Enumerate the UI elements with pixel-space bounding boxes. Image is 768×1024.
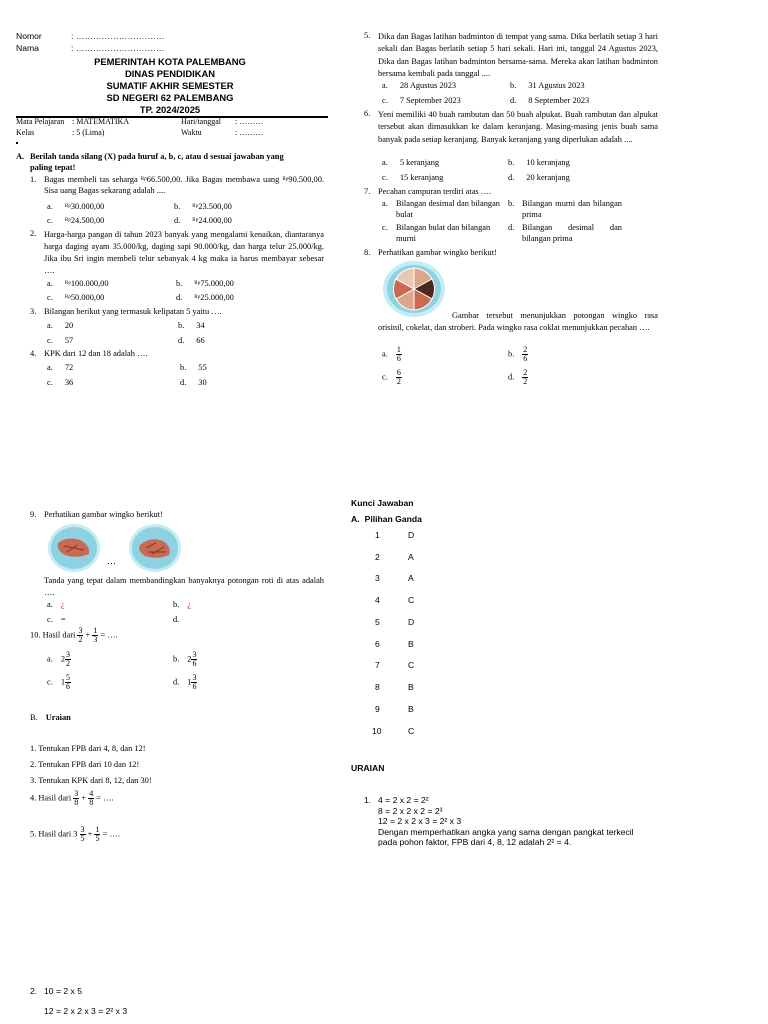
q1-options bbox=[47, 202, 317, 228]
wingko-right-image bbox=[128, 523, 182, 573]
option-b[interactable]: b. 55 bbox=[180, 363, 207, 372]
answer-key-title: Kunci Jawaban bbox=[351, 498, 414, 508]
question-number: 10. bbox=[30, 630, 41, 640]
option-c[interactable]: c. $\frac{6}{2}$ bbox=[382, 368, 401, 387]
option-b[interactable]: b. 2 $\frac{3}{6}$ bbox=[173, 650, 197, 669]
question-number: 9. bbox=[30, 510, 37, 519]
option-d[interactable]: d. ᴿᵖ25.000,00 bbox=[176, 293, 234, 302]
option-a[interactable]: a. ¿ bbox=[47, 600, 65, 609]
uraian-question-4: 4. Hasil dari $\frac{3}{8}$ + $\frac{4}{8}$ = …. bbox=[30, 789, 114, 808]
q9-options bbox=[47, 600, 317, 628]
question-number: 3. bbox=[30, 307, 37, 316]
option-d[interactable]: d. 66 bbox=[178, 336, 205, 345]
answer-key-table: 1 D 2 A 3 A 4 C 5 D 6 B 7 C 8 B 9 B 10 C bbox=[372, 530, 415, 736]
q8-description: Gambar tersebut menunjukkan potongan wingko rasa orisinil, cokelat, dan stroberi. Pada wingko rasa coklat menunjukkan pecahan …. bbox=[378, 311, 658, 333]
option-d[interactable]: d. 8 September 2023 bbox=[510, 96, 590, 105]
bullet-mark bbox=[16, 142, 18, 144]
option-a[interactable]: a. ᴿᵖ30.000,00 bbox=[47, 202, 105, 211]
question-text: Pecahan campuran terdiri atas …. bbox=[378, 187, 492, 196]
uraian-answer-title: URAIAN bbox=[351, 763, 385, 773]
option-d[interactable]: d. $\frac{2}{2}$ bbox=[508, 368, 528, 387]
option-d[interactable]: d. 30 bbox=[180, 378, 207, 387]
option-c[interactable]: c. ᴿᵖ50.000,00 bbox=[47, 293, 105, 302]
heading-line-3: SUMATIF AKHIR SEMESTER bbox=[106, 80, 234, 91]
section-b-heading bbox=[30, 713, 71, 724]
option-a[interactable]: a. 5 keranjang bbox=[382, 158, 440, 167]
question-text: Yeni memiliki 40 buah rambutan dan 50 buah alpukat. Buah rambutan dan alpukat tersebut akan dimasukkan ke dalam keranjang. Masing-masing jenis buah sama banyak pada setiap keranjang. Banyak keranjang yang diperlukan adalah .... bbox=[378, 110, 658, 144]
nama-field: : …………………………. bbox=[71, 43, 165, 53]
q6-options bbox=[382, 158, 662, 186]
option-a[interactable]: a. 2 $\frac{3}{2}$ bbox=[47, 650, 70, 669]
q2-options bbox=[47, 279, 317, 305]
question-number: 5. bbox=[364, 31, 371, 40]
option-a[interactable]: a. 28 Agustus 2023 bbox=[382, 81, 457, 90]
wingko-left-image bbox=[47, 523, 101, 573]
option-c[interactable]: c. ᴿᵖ24.500,00 bbox=[47, 216, 105, 225]
compare-dots: … bbox=[107, 556, 116, 566]
fraction: $\frac{1}{3}$ bbox=[93, 626, 98, 645]
option-a[interactable]: a. 72 bbox=[47, 363, 74, 372]
option-c[interactable]: c. 36 bbox=[47, 378, 74, 387]
q3-options bbox=[47, 321, 317, 347]
option-d[interactable]: d. bbox=[173, 615, 180, 624]
question-10: 10. Hasil dari $\frac{3}{2}$ + $\frac{1}{3}$ = …. bbox=[30, 626, 118, 645]
option-b[interactable]: b. 34 bbox=[178, 321, 205, 330]
uraian-question-1: 1. Tentukan FPB dari 4, 8, dan 12! bbox=[30, 744, 146, 753]
option-c[interactable]: c. 57 bbox=[47, 336, 74, 345]
q4-options bbox=[47, 363, 317, 389]
option-b[interactable]: b. ᴿᵖ75.000,00 bbox=[176, 279, 234, 288]
question-text: Harga-harga pangan di tahun 2023 banyak yang mengalami kenaikan, diantaranya harga daging ayam 35.000/kg, daging sapi 90.000/kg, dan harga telur 25.000/kg. Jika ibu Sri ingin membeli telur sebanyak 4 kg maka ia harus membayar sebesar …. bbox=[44, 230, 324, 275]
uraian-question-3: 3. Tentukan KPK dari 8, 12, dan 30! bbox=[30, 776, 152, 785]
answer-key-subtitle: A. Pilihan Ganda bbox=[351, 514, 422, 524]
question-number: 2. bbox=[30, 229, 37, 238]
q7-options: a. Bilangan desimal dan bilangan bulat b. Bilangan murni dan bilangan prima c. Bilangan bulat dan bilangan murni d. Bilangan desimal dan bilangan prima bbox=[382, 199, 622, 243]
waktu-value: : ……… bbox=[235, 128, 264, 137]
fraction: $\frac{3}{2}$ bbox=[78, 626, 83, 645]
hari-value: : ……… bbox=[235, 117, 264, 126]
question-text: Perhatikan gambar wingko berikut! bbox=[44, 510, 163, 519]
option-b[interactable]: b. 10 keranjang bbox=[508, 158, 570, 167]
hari-label: Hari/tanggal bbox=[181, 117, 221, 126]
kelas-label: Kelas bbox=[16, 128, 35, 137]
question-number: 8. bbox=[364, 248, 371, 257]
section-a-letter: A. bbox=[16, 152, 25, 161]
nomor-field: : …………………………. bbox=[71, 31, 165, 41]
section-b-letter: B. bbox=[30, 713, 38, 722]
heading-line-5: TP. 2024/2025 bbox=[139, 104, 201, 115]
question-number: 4. bbox=[30, 349, 37, 358]
option-b[interactable]: b. 31 Agustus 2023 bbox=[510, 81, 585, 90]
question-number: 7. bbox=[364, 187, 371, 196]
option-c[interactable]: c. 1 $\frac{5}{6}$ bbox=[47, 673, 70, 692]
option-d[interactable]: d. 1 $\frac{3}{6}$ bbox=[173, 673, 197, 692]
option-a[interactable]: a. 20 bbox=[47, 321, 74, 330]
question-text: Perhatikan gambar wingko berikut! bbox=[378, 248, 497, 257]
q9-description: Tanda yang tepat dalam membandingkan banyaknya potongan roti di atas adalah …. bbox=[44, 576, 324, 598]
question-text: Bagas membeli tas seharga ᴿᵖ66.500,00. Jika Bagas membawa uang ᴿᵖ90.500,00. Sisa uang Bagas sekarang adalah .... bbox=[44, 175, 324, 195]
school-heading bbox=[30, 56, 310, 116]
option-a[interactable]: a. $\frac{1}{6}$ bbox=[382, 345, 401, 364]
question-text: Dika dan Bagas latihan badminton di tempat yang sama. Dika berlatih setiap 3 hari sekali dan Bagas berlatih setiap 5 hari sekali. Hari ini, tanggal 24 Agustus 2023, Dika dan Bagas latihan badminton bersama-sama. Mereka akan latihan badminton bersama kembali pada tanggal .... bbox=[378, 32, 658, 78]
uraian-question-5: 5. Hasil dari 3 $\frac{3}{5}$ + $\frac{1}{5}$ = …. bbox=[30, 825, 120, 844]
uraian-question-2: 2. Tentukan FPB dari 10 dan 12! bbox=[30, 760, 140, 769]
q8-options bbox=[382, 346, 582, 392]
section-b-title: Uraian bbox=[45, 713, 71, 722]
kelas-value: : 5 (Lima) bbox=[72, 128, 105, 137]
option-a[interactable]: a. ᴿᵖ100.000,00 bbox=[47, 279, 109, 288]
nama-label: Nama bbox=[16, 43, 39, 53]
q5-options bbox=[382, 81, 662, 109]
section-a-line-1: Berilah tanda silang (X) pada huruf a, b, c, atau d sesuai jawaban yang bbox=[30, 152, 284, 161]
section-a-line-2: paling tepat! bbox=[30, 163, 76, 172]
mapel-label: Mata Pelajaran bbox=[16, 117, 65, 126]
option-b[interactable]: b. $\frac{2}{6}$ bbox=[508, 345, 528, 364]
option-d[interactable]: d. ᴿᵖ24.000,00 bbox=[174, 216, 232, 225]
option-c[interactable]: c. 15 keranjang bbox=[382, 173, 444, 182]
option-d[interactable]: d. 20 keranjang bbox=[508, 173, 570, 182]
heading-line-2: DINAS PENDIDIKAN bbox=[124, 68, 216, 79]
question-text: Bilangan berikut yang termasuk kelipatan 5 yaitu …. bbox=[44, 307, 222, 316]
nomor-label: Nomor bbox=[16, 31, 42, 41]
question-number: 6. bbox=[364, 109, 371, 118]
question-number: 1. bbox=[30, 175, 37, 184]
option-b[interactable]: b. ¿ bbox=[173, 600, 191, 609]
waktu-label: Waktu bbox=[181, 128, 202, 137]
mapel-value: : MATEMATIKA bbox=[72, 117, 130, 126]
heading-line-4: SD NEGERI 62 PALEMBANG bbox=[106, 92, 234, 103]
option-c[interactable]: c. 7 September 2023 bbox=[382, 96, 461, 105]
q10-options bbox=[47, 651, 317, 697]
heading-line-1: PEMERINTAH KOTA PALEMBANG bbox=[94, 56, 246, 67]
option-b[interactable]: b. ᴿᵖ23.500,00 bbox=[174, 202, 232, 211]
question-text: KPK dari 12 dan 18 adalah …. bbox=[44, 349, 148, 358]
option-c[interactable]: c. = bbox=[47, 615, 66, 624]
